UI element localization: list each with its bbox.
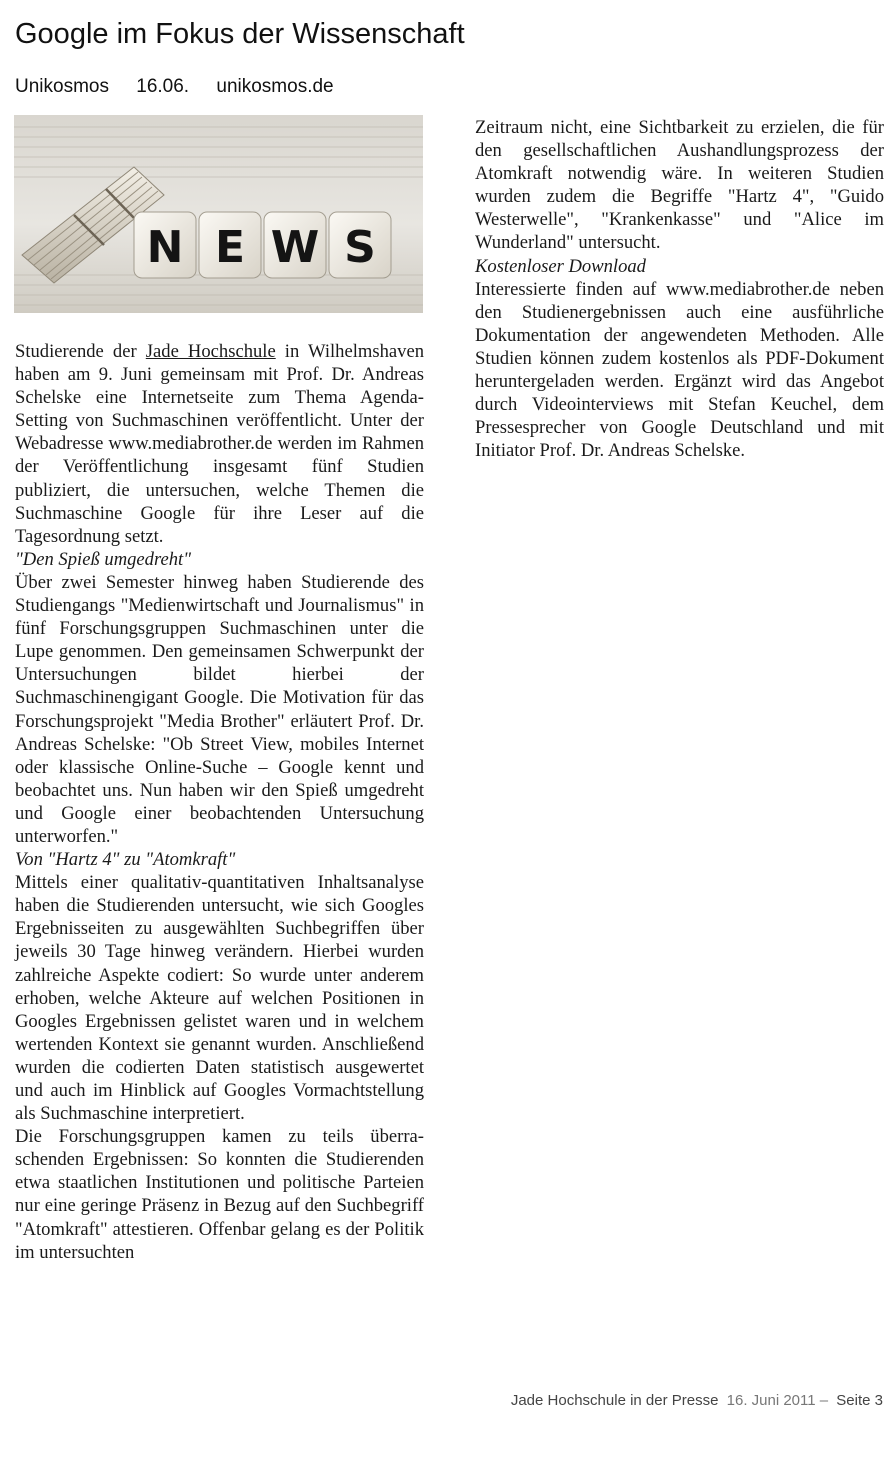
footer-publication: Jade Hochschule in der Presse xyxy=(510,1392,719,1409)
footer-date: 16. Juni 2011 – xyxy=(726,1392,829,1409)
page-footer xyxy=(511,1392,883,1409)
subheading-download: Kostenloser Download xyxy=(475,255,646,277)
die-letter-n: N xyxy=(146,222,184,273)
article-title: Google im Fokus der Wissenschaft xyxy=(15,18,465,50)
paragraph-results: Die Forschungsgruppen kamen zu teils überraschenden Ergebnissen: So konnten die Studierenden etwa staatlichen Institutionen und politische Parteien nur eine geringe Präsenz in Bezug auf den Suchbegriff "Atomkraft" attestieren. Offenbar gelang es der Politik im untersuchten xyxy=(15,1126,424,1263)
die-letter-w: W xyxy=(270,222,320,273)
paragraph-analysis: Mittels einer qualitativ-quantitativen Inhaltsanalyse haben die Studierenden untersucht, wie sich Googles Ergebnisseiten zu ausgewählten Suchbegriffen über jeweils 30 Tage hinweg verändern. Hierbei wurden zahlreiche Aspekte codiert: So wurde unter anderem erhoben, welche Akteure auf welchen Positionen in Googles Ergebnissen gelistet waren und in welchem wertenden Kontext sie genannt wurden. Anschließend wurden die codierten Daten statistisch ausgewertet und auch im Hinblick auf Googles Vormachtstellung als Suchmaschine interpretiert. xyxy=(15,872,424,1125)
article-column-left xyxy=(15,340,424,1264)
source-name: Unikosmos xyxy=(15,76,109,97)
source-website: unikosmos.de xyxy=(216,76,334,97)
article-meta xyxy=(15,76,356,98)
paragraph-download: Interessierte finden auf www.mediabrother.de neben den Studienergebnissen auch eine ausführliche Dokumentation der angewendeten Methoden. Alle Studien können zudem kostenlos als PDF-Dokument heruntergeladen werden. Ergänzt wird das Angebot durch Videointerviews mit Stefan Keuchel, dem Pressesprecher von Google Deutschland und mit Initiator Prof. Dr. Andreas Schelske. xyxy=(475,278,884,462)
die-letter-s: S xyxy=(344,222,376,273)
subheading-hartz: Von "Hartz 4" zu "Atomkraft" xyxy=(15,849,236,871)
die-letter-e: E xyxy=(214,222,246,273)
paragraph-semester: Über zwei Semester hinweg haben Studierende des Studiengangs "Medienwirtschaft und Journalismus" in fünf Forschungsgruppen Suchmaschinen unter die Lupe genommen. Den gemeinsamen Schwerpunkt der Untersuchungen bildet hierbei der Suchmaschinengigant Google. Die Motivation für das Forschungsprojekt "Media Brother" erläutert Prof. Dr. Andreas Schelske: "Ob Street View, mobiles Internet oder klassische Online-Suche – Google kennt und beobachtet uns. Nun haben wir den Spieß umgedreht und Google einer beobachtenden Untersuchung unterworfen." xyxy=(15,571,424,847)
paragraph-intro: Studierende der Jade Hochschule in Wilhelmshaven haben am 9. Juni gemeinsam mit Prof. Dr. Andreas Schelske eine Internetseite zum Thema Agenda-Setting von Suchmaschinen veröffentlicht. Unter der Webadresse www.mediabrother.de werden im Rahmen der Veröffentlichung insgesamt fünf Studien publiziert, die untersuchen, welche Themen die Suchmaschine Google für ihre Leser auf die Tagesordnung setzt. xyxy=(15,341,424,547)
jade-hochschule-link[interactable]: Jade Hochschule xyxy=(145,341,276,362)
paragraph-continuation: Zeitraum nicht, eine Sichtbarkeit zu erzielen, die für den gesellschaftlichen Aushandlungsprozess der Atomkraft notwendig wäre. In weiteren Studien wurden zudem die Begriffe "Hartz 4", "Guido Westerwelle", "Krankenkasse" und "Alice im Wunderland" untersucht. xyxy=(475,117,884,254)
subheading-spiess: "Den Spieß umgedreht" xyxy=(15,548,192,570)
article-column-right xyxy=(475,116,884,462)
news-dice-image xyxy=(14,115,423,313)
footer-page-number: Seite 3 xyxy=(836,1392,883,1409)
publish-date: 16.06. xyxy=(136,76,190,97)
